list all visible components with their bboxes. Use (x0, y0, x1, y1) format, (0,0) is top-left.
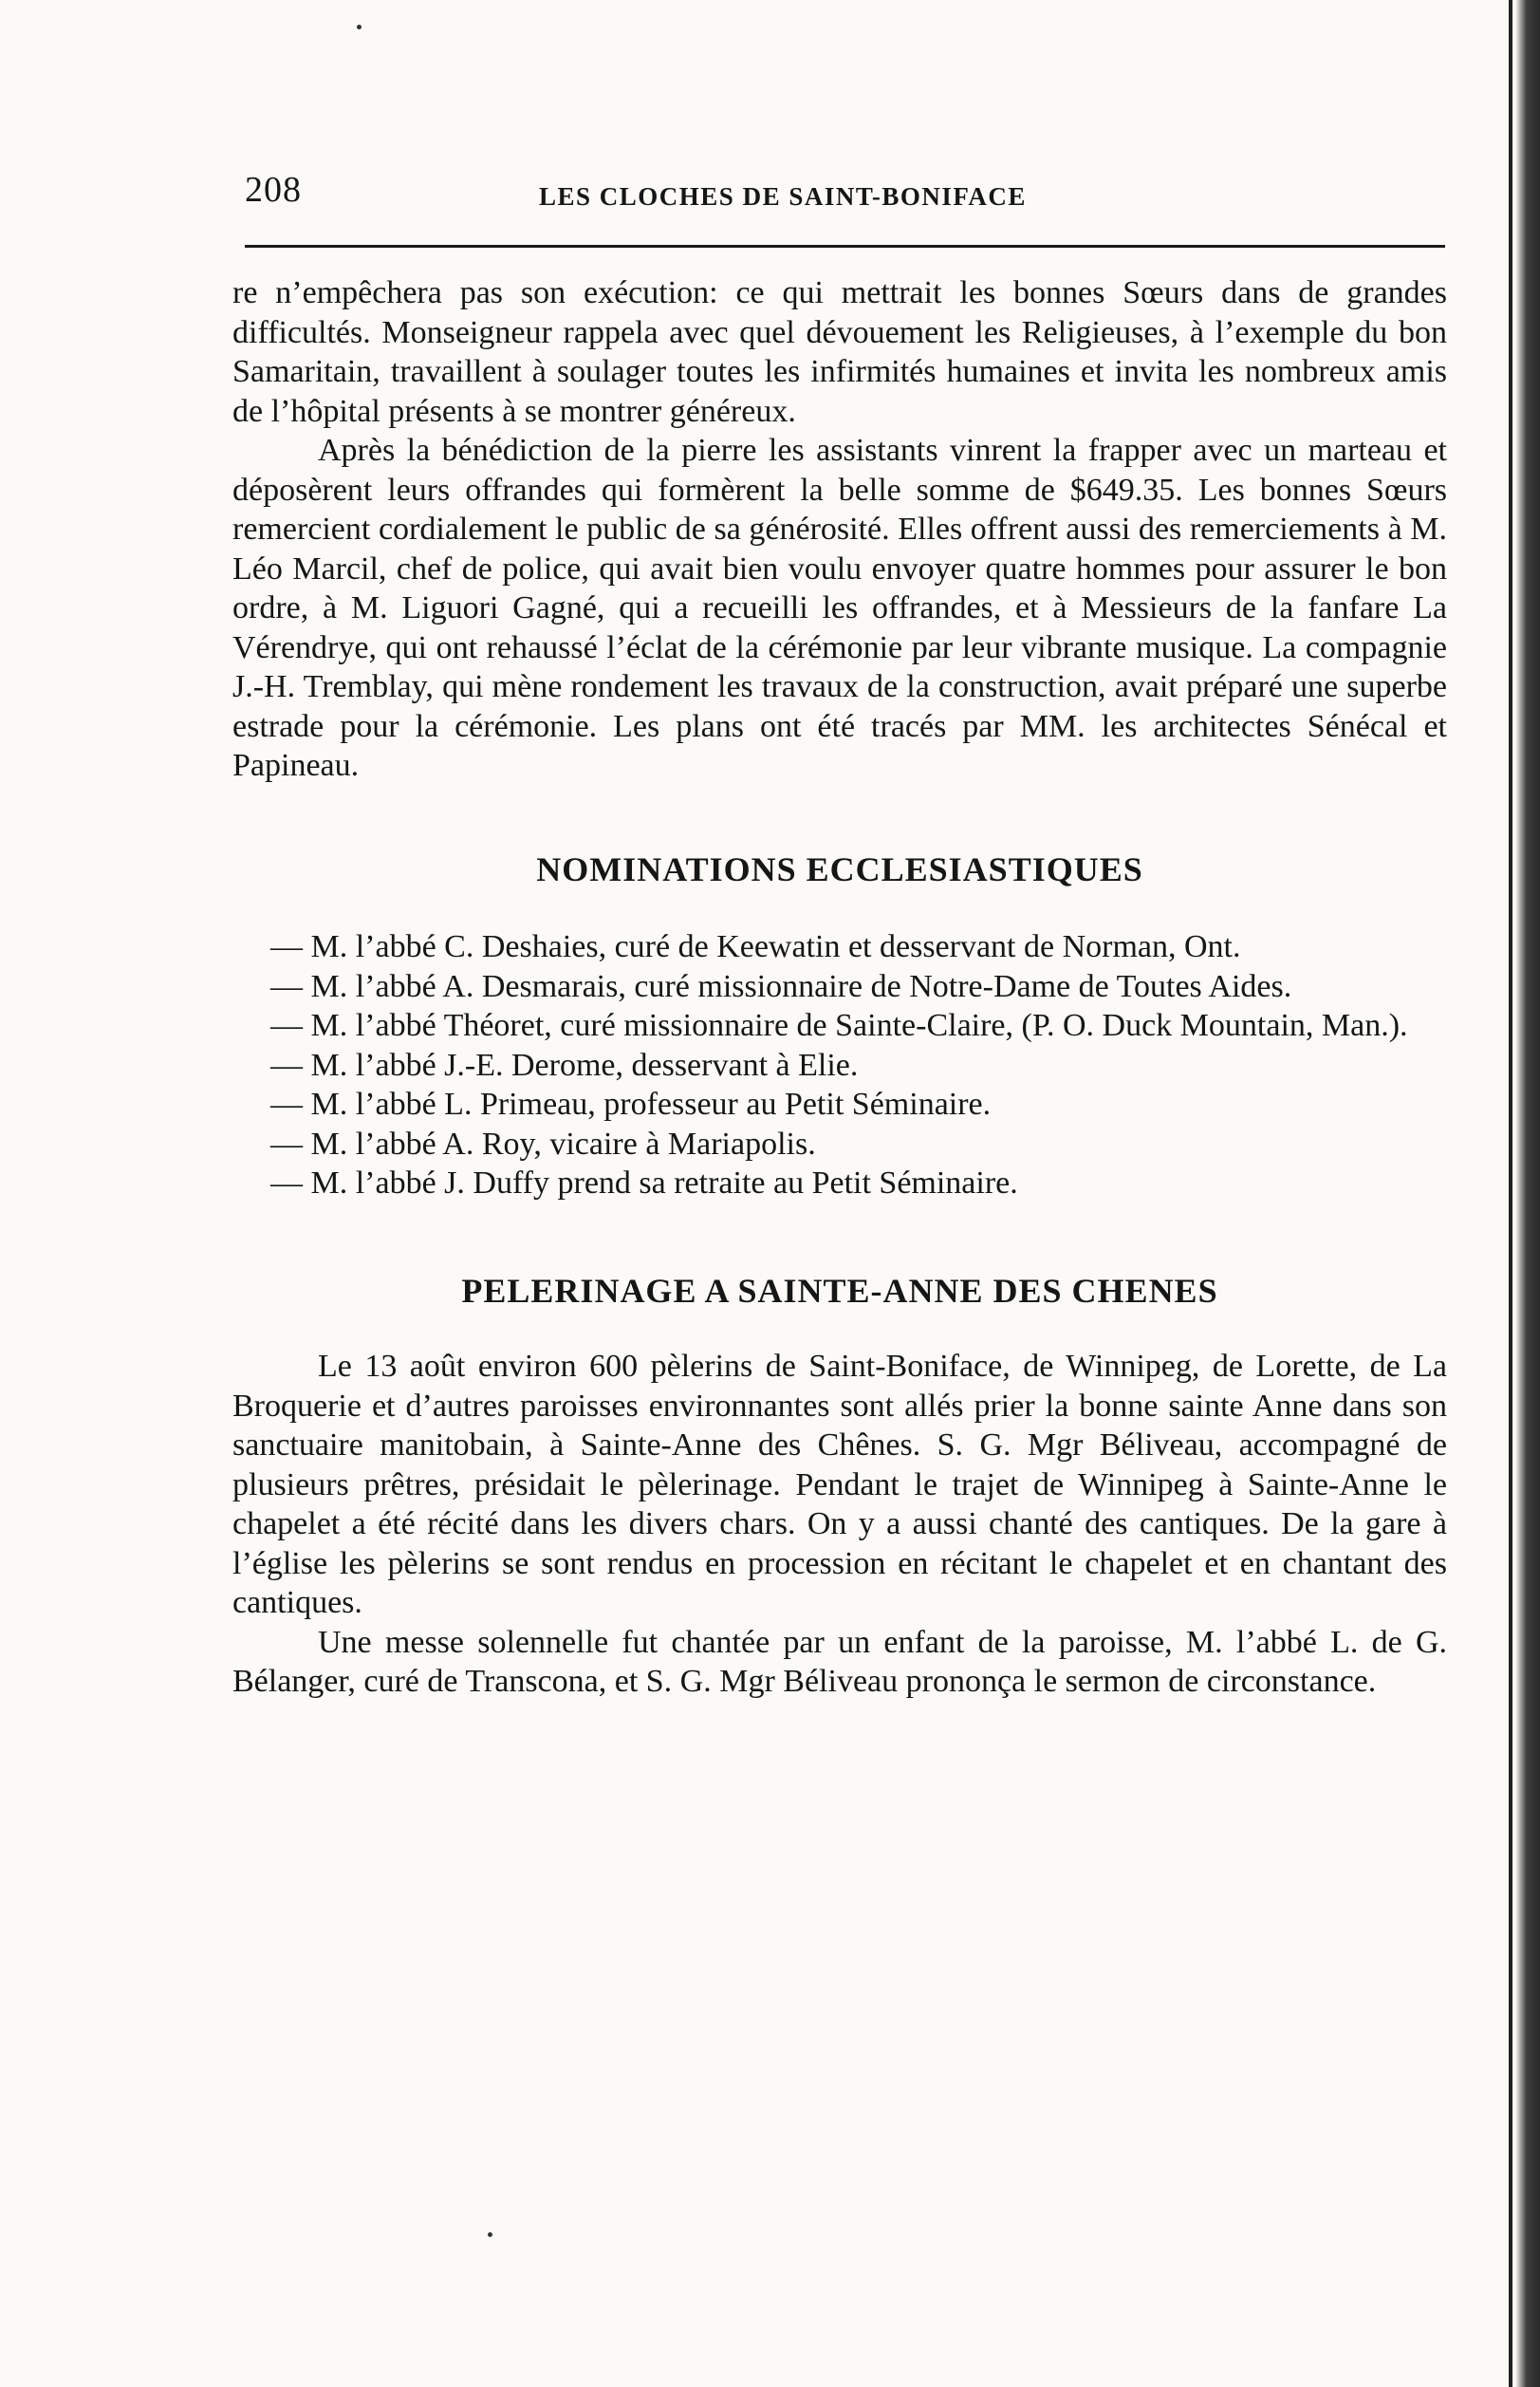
ink-speck (357, 25, 362, 29)
page-body (232, 273, 1447, 1702)
nomination-item: — M. l’abbé A. Roy, vicaire à Mariapolis. (270, 1126, 816, 1162)
intro-paragraph-continuation: re n’empêchera pas son exécution: ce qui mettrait les bonnes Sœurs dans de grandes difficultés. Monseigneur rappela avec quel dévouement les Religieuses, à l’exemple du bon Samaritain, travaillent à soulager toutes les infirmités humaines et invita les nombreux amis de l’hôpital présents à se montrer généreux. (232, 275, 1447, 429)
nomination-item: — M. l’abbé Théoret, curé missionnaire de Sainte-Claire, (P. O. Duck Mountain, Man.). (270, 1008, 1408, 1043)
header-rule (245, 245, 1445, 248)
nomination-item: — M. l’abbé J. Duffy prend sa retraite au Petit Séminaire. (270, 1166, 1018, 1201)
nominations-heading: NOMINATIONS ECCLESIASTIQUES (536, 849, 1143, 888)
intro-paragraph-blessing: Après la bénédiction de la pierre les assistants vinrent la frapper avec un marteau et déposèrent leurs offrandes qui formèrent la belle somme de $649.35. Les bonnes Sœurs remercient cordialement le public de sa générosité. Elles offrent aussi des remerciements à M. Léo Marcil, chef de police, qui avait bien voulu envoyer quatre hommes pour assurer le bon ordre, à M. Liguori Gagné, qui a recueilli les offrandes, et à Messieurs de la fanfare La Vérendrye, qui ont rehaussé l’éclat de la cérémonie par leur vibrante musique. La compagnie J.-H. Tremblay, qui mène rondement les travaux de la construction, avait préparé une superbe estrade pour la cérémonie. Les plans ont été tracés par MM. les architectes Sénécal et Papineau. (232, 433, 1447, 783)
page-header (245, 169, 1445, 226)
nominations-list (232, 927, 1447, 1203)
pilgrimage-paragraph: Le 13 août environ 600 pèlerins de Saint-Boniface, de Winnipeg, de Lorette, de La Broquerie et d’autres paroisses environnantes sont allés prier la bonne sainte Anne dans son sanctuaire manitobain, à Sainte-Anne des Chênes. S. G. Mgr Béliveau, accompagné de plusieurs prêtres, présidait le pèlerinage. Pendant le trajet de Winnipeg à Sainte-Anne le chapelet a été récité dans les divers chars. On y a aussi chanté des cantiques. De la gare à l’église les pèlerins se sont rendus en procession en récitant le chapelet et en chantant des cantiques. (232, 1349, 1447, 1620)
mass-paragraph: Une messe solennelle fut chantée par un enfant de la paroisse, M. l’abbé L. de G. Bélanger, curé de Transcona, et S. G. Mgr Béliveau prononça le sermon de circonstance. (232, 1624, 1447, 1699)
ink-speck (488, 2232, 492, 2237)
nomination-item: — M. l’abbé L. Primeau, professeur au Petit Séminaire. (270, 1087, 992, 1122)
page-number: 208 (245, 170, 302, 210)
page-edge-shadow-line (1509, 0, 1512, 2387)
nomination-item: — M. l’abbé C. Deshaies, curé de Keewatin et desservant de Norman, Ont. (270, 929, 1241, 964)
pilgrimage-heading: PELERINAGE A SAINTE-ANNE DES CHENES (461, 1271, 1218, 1310)
running-title: LES CLOCHES DE SAINT-BONIFACE (539, 182, 1027, 211)
nomination-item: — M. l’abbé A. Desmarais, curé missionnaire de Notre-Dame de Toutes Aides. (270, 968, 1292, 1004)
page-edge-shadow (1515, 0, 1540, 2387)
nomination-item: — M. l’abbé J.-E. Derome, desservant à Elie. (270, 1047, 859, 1083)
